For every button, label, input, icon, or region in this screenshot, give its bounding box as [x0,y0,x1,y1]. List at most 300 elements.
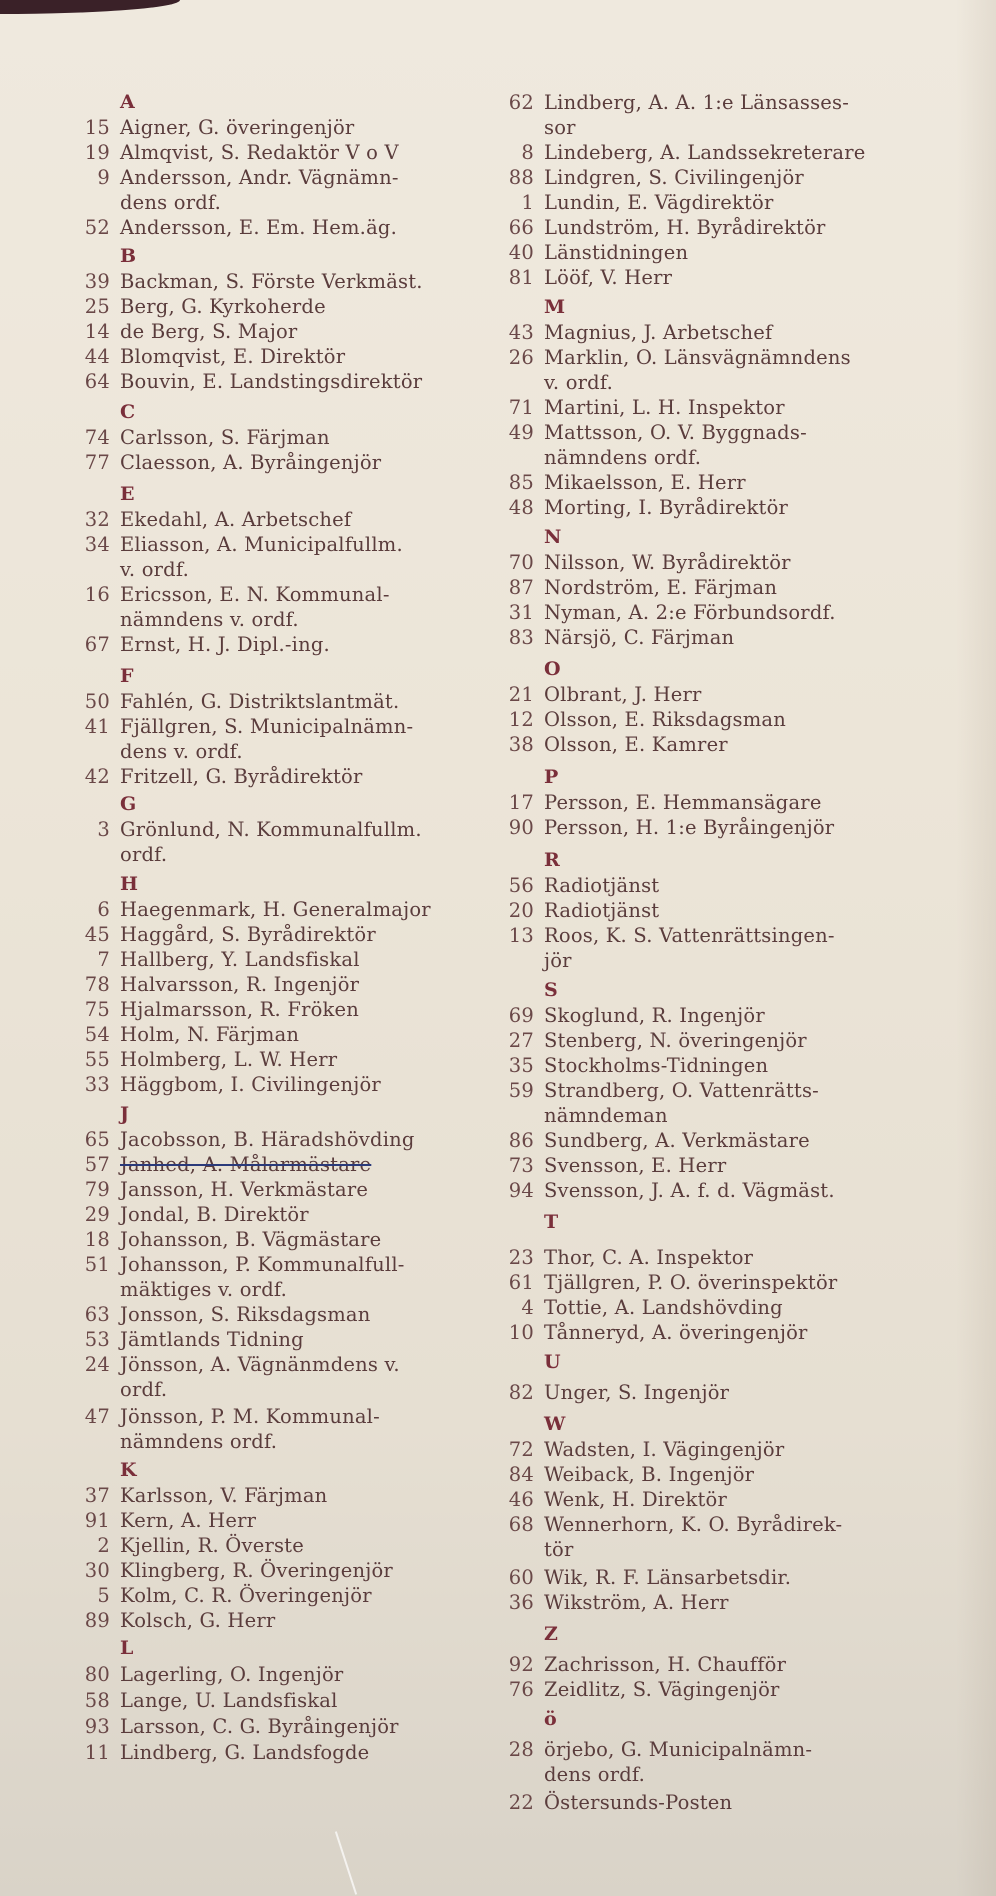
entry-number: 24 [84,1353,110,1376]
index-entry [66,319,297,344]
index-entry [492,140,866,165]
entry-number: 34 [84,533,110,556]
entry-text: Hjalmarsson, R. Fröken [120,998,360,1021]
section-letter-heading: S [544,979,558,1001]
entry-number: 49 [508,421,534,444]
entry-number: 46 [508,1488,534,1511]
index-entry [492,1652,786,1677]
index-entry [492,898,659,923]
index-entry [66,1533,304,1558]
entry-text: Lagerling, O. Ingenjör [120,1663,344,1686]
entry-text: Bouvin, E. Landstingsdirektör [120,370,423,393]
section-letter-heading: N [544,526,562,548]
index-entry [66,1608,275,1633]
index-entry [66,532,403,557]
entry-number: 70 [508,551,534,574]
index-entry-continuation: nämndens ordf. [120,1430,278,1453]
index-entry [66,1583,372,1608]
entry-text: Häggbom, I. Civilingenjör [120,1073,381,1096]
entry-text: Zachrisson, H. Chaufför [544,1653,787,1676]
index-entry [66,1508,256,1533]
index-entry-continuation: mäktiges v. ordf. [120,1278,287,1301]
index-entry [66,1327,304,1352]
entry-text: Olsson, E. Kamrer [544,733,728,756]
index-entry-continuation: ordf. [120,1378,168,1401]
entry-text: Martini, L. H. Inspektor [544,396,785,419]
index-entry [492,240,688,265]
index-entry [492,1590,729,1615]
entry-text: Andersson, E. Em. Hem.äg. [120,216,397,239]
entry-text: Kolm, C. R. Överingenjör [120,1584,372,1607]
entry-text: Lindeberg, A. Landssekreterare [544,141,866,164]
index-entry [492,190,773,215]
entry-number: 39 [84,270,110,293]
index-entry [492,495,788,520]
index-entry [66,817,422,842]
entry-number: 18 [84,1228,110,1251]
entry-number: 73 [508,1154,534,1177]
entry-text: Johansson, B. Vägmästare [120,1228,382,1251]
entry-text: Persson, E. Hemmansägare [544,791,822,814]
section-letter-heading: Z [544,1623,559,1645]
entry-number: 38 [508,733,534,756]
entry-number: 21 [508,683,534,706]
index-entry [66,1152,371,1177]
entry-text: Svensson, E. Herr [544,1154,727,1177]
entry-text: Marklin, O. Länsvägnämndens [544,346,851,369]
entry-text: Claesson, A. Byråingenjör [120,451,382,474]
entry-number: 5 [97,1584,110,1607]
entry-number: 78 [84,973,110,996]
index-entry [66,1127,415,1152]
entry-number: 48 [508,496,534,519]
entry-text: Nordström, E. Färjman [544,576,778,599]
index-entry [492,165,804,190]
entry-text: Sundberg, A. Verkmästare [544,1129,810,1152]
entry-text: Ekedahl, A. Arbetschef [120,508,352,531]
index-entry [66,1177,368,1202]
index-entry [66,115,354,140]
entry-text: Östersunds-Posten [544,1791,733,1814]
entry-text: Grönlund, N. Kommunalfullm. [120,818,422,841]
entry-text: Persson, H. 1:e Byråingenjör [544,816,835,839]
entry-number: 45 [84,923,110,946]
entry-text: Morting, I. Byrådirektör [544,496,789,519]
entry-text: Lindberg, A. A. 1:e Länsasses- [544,91,850,114]
index-entry [66,507,351,532]
entry-number: 94 [508,1179,534,1202]
entry-text: Jämtlands Tidning [120,1328,304,1351]
index-entry-continuation: nämndeman [544,1104,668,1127]
entry-number: 88 [508,166,534,189]
entry-number: 47 [84,1405,110,1428]
index-entry [492,470,746,495]
index-entry [492,1437,784,1462]
index-entry [492,707,786,732]
index-entry [66,1662,343,1687]
entry-number: 87 [508,576,534,599]
entry-number: 89 [84,1609,110,1632]
index-entry-continuation: jör [544,949,572,972]
entry-text: Kolsch, G. Herr [120,1609,276,1632]
index-entry [492,265,672,290]
index-entry-continuation: dens v. ordf. [120,740,243,763]
index-entry [66,294,326,319]
section-letter-heading: F [120,665,134,687]
entry-number: 76 [508,1678,534,1701]
entry-number: 26 [508,346,534,369]
entry-text: Lundin, E. Vägdirektör [544,191,774,214]
entry-number: 86 [508,1129,534,1152]
entry-number: 81 [508,266,534,289]
index-entry [492,1028,807,1053]
entry-text: Lööf, V. Herr [544,266,673,289]
index-entry [492,1320,808,1345]
section-letter-heading: K [120,1459,137,1481]
entry-text: Nyman, A. 2:e Förbundsordf. [544,601,836,624]
section-letter-heading: C [120,401,136,423]
entry-number: 64 [84,370,110,393]
index-entry [492,575,777,600]
entry-text: Kern, A. Herr [120,1509,257,1532]
index-entry [492,1128,810,1153]
entry-number: 35 [508,1054,534,1077]
section-letter-heading: B [120,245,137,267]
index-entry [66,1688,338,1713]
entry-number: 61 [508,1271,534,1294]
entry-text: Radiotjänst [544,874,660,897]
entry-text: örjebo, G. Municipalnämn- [544,1738,813,1761]
paper-scratch-mark [335,1831,357,1894]
entry-number: 6 [97,898,110,921]
entry-number: 77 [84,451,110,474]
index-entry [66,972,359,997]
index-entry [66,1483,327,1508]
index-entry [492,625,734,650]
index-entry [66,897,431,922]
index-entry [66,369,422,394]
entry-number: 53 [84,1328,110,1351]
entry-text: de Berg, S. Major [120,320,298,343]
entry-number: 27 [508,1029,534,1052]
index-entry [66,165,399,190]
index-entry [66,1302,371,1327]
entry-number: 74 [84,426,110,449]
entry-number: 93 [84,1715,110,1738]
section-letter-heading: ö [544,1708,557,1730]
index-entry [66,1352,400,1377]
entry-text: Jansson, H. Verkmästare [120,1178,369,1201]
index-entry [492,1003,765,1028]
entry-number: 20 [508,899,534,922]
index-entry [66,450,381,475]
index-entry [492,90,849,115]
index-entry [66,947,360,972]
index-entry [492,1677,780,1702]
entry-text: Berg, G. Kyrkoherde [120,295,326,318]
entry-text: Haggård, S. Byrådirektör [120,923,376,946]
index-entry [66,215,397,240]
entry-number: 51 [84,1253,110,1276]
entry-text: Lindberg, G. Landsfogde [120,1741,370,1764]
entry-number: 37 [84,1484,110,1507]
entry-text: Mattsson, O. V. Byggnads- [544,421,807,444]
index-entry [492,873,659,898]
entry-number: 65 [84,1128,110,1151]
entry-number: 80 [84,1663,110,1686]
entry-text: Lundström, H. Byrådirektör [544,216,826,239]
index-entry [66,1558,393,1583]
entry-number: 23 [508,1246,534,1269]
entry-number: 1 [521,191,534,214]
index-entry [66,632,330,657]
section-letter-heading: L [120,1637,134,1659]
entry-number: 15 [84,116,110,139]
entry-text: Fjällgren, S. Municipalnämn- [120,715,414,738]
entry-number: 69 [508,1004,534,1027]
entry-text: Jacobsson, B. Häradshövding [120,1128,415,1151]
entry-number: 16 [84,583,110,606]
section-letter-heading: O [544,658,561,680]
entry-text: Weiback, B. Ingenjör [544,1463,755,1486]
entry-text: Skoglund, R. Ingenjör [544,1004,765,1027]
index-entry [492,1270,837,1295]
entry-number: 52 [84,216,110,239]
entry-text: Olbrant, J. Herr [544,683,702,706]
entry-text: Lindgren, S. Civilingenjör [544,166,804,189]
entry-number: 41 [84,715,110,738]
entry-text: Ernst, H. J. Dipl.-ing. [120,633,330,656]
index-entry [492,732,728,757]
entry-number: 32 [84,508,110,531]
index-entry [492,420,807,445]
entry-text: Närsjö, C. Färjman [544,626,735,649]
index-entry [66,344,345,369]
index-entry-continuation: v. ordf. [544,371,613,394]
entry-text: Wik, R. F. Länsarbetsdir. [544,1566,792,1589]
entry-text: Wadsten, I. Vägingenjör [544,1438,785,1461]
entry-number: 25 [84,295,110,318]
index-entry [492,600,836,625]
entry-number: 75 [84,998,110,1021]
entry-text: Radiotjänst [544,899,660,922]
entry-text: Holmberg, L. W. Herr [120,1048,338,1071]
entry-number: 92 [508,1653,534,1676]
entry-number: 68 [508,1513,534,1536]
entry-text: Tjällgren, P. O. överinspektör [544,1271,838,1294]
section-letter-heading: W [544,1413,566,1435]
section-letter-heading: U [544,1351,561,1373]
page-edge-shade [956,0,996,1896]
entry-number: 44 [84,345,110,368]
entry-text: Stenberg, N. överingenjör [544,1029,807,1052]
index-entry [66,582,390,607]
index-entry [66,1047,337,1072]
index-entry [492,1153,726,1178]
entry-number: 72 [508,1438,534,1461]
entry-text: Jonsson, S. Riksdagsman [120,1303,371,1326]
entry-text: Zeidlitz, S. Vägingenjör [544,1678,780,1701]
entry-text: Backman, S. Förste Verkmäst. [120,270,423,293]
entry-number: 11 [84,1741,110,1764]
entry-text: Aigner, G. överingenjör [120,116,355,139]
index-entry [492,1245,753,1270]
entry-number: 79 [84,1178,110,1201]
index-entry-continuation: nämndens v. ordf. [120,608,299,631]
entry-text: Tottie, A. Landshövding [544,1296,783,1319]
entry-number: 62 [508,91,534,114]
entry-text: Jönsson, P. M. Kommunal- [120,1405,380,1428]
entry-number: 28 [508,1738,534,1761]
entry-number: 60 [508,1566,534,1589]
index-entry [66,689,399,714]
index-entry [492,682,702,707]
entry-text: Strandberg, O. Vattenrätts- [544,1079,819,1102]
index-entry [492,1790,732,1815]
entry-number: 63 [84,1303,110,1326]
entry-number: 7 [97,948,110,971]
entry-text: Fritzell, G. Byrådirektör [120,765,363,788]
entry-text: Wenk, H. Direktör [544,1488,728,1511]
entry-number: 14 [84,320,110,343]
entry-text: Nilsson, W. Byrådirektör [544,551,791,574]
index-entry [492,550,791,575]
index-entry-continuation: nämndens ordf. [544,446,702,469]
index-entry-continuation: ordf. [120,843,168,866]
entry-number: 31 [508,601,534,624]
entry-number: 91 [84,1509,110,1532]
entry-number: 8 [521,141,534,164]
entry-text: Kjellin, R. Överste [120,1534,304,1557]
entry-number: 42 [84,765,110,788]
entry-text: Hallberg, Y. Landsfiskal [120,948,360,971]
index-entry [492,923,835,948]
index-entry [492,1078,819,1103]
entry-text: Stockholms-Tidningen [544,1054,769,1077]
entry-number: 9 [97,166,110,189]
entry-text: Tånneryd, A. överingenjör [544,1321,808,1344]
entry-text: Klingberg, R. Överingenjör [120,1559,393,1582]
entry-number: 33 [84,1073,110,1096]
index-entry [492,320,772,345]
index-entry [492,1178,835,1203]
index-entry [66,764,362,789]
entry-text-struck-through: Janhed, A. Målarmästare [120,1153,372,1176]
index-entry [66,425,330,450]
entry-number: 3 [97,818,110,841]
entry-text: Magnius, J. Arbetschef [544,321,773,344]
index-entry [66,1714,399,1739]
index-entry [492,790,822,815]
index-entry [66,1404,380,1429]
entry-number: 50 [84,690,110,713]
entry-number: 84 [508,1463,534,1486]
entry-number: 29 [84,1203,110,1226]
section-letter-heading: H [120,873,139,895]
index-entry-continuation: dens ordf. [544,1763,646,1786]
index-entry [66,922,376,947]
entry-number: 36 [508,1591,534,1614]
index-entry [66,140,399,165]
section-letter-heading: J [120,1103,130,1125]
entry-number: 82 [508,1381,534,1404]
entry-number: 19 [84,141,110,164]
photo-corner-shadow [0,0,180,14]
entry-text: Halvarsson, R. Ingenjör [120,973,360,996]
index-entry [492,215,826,240]
entry-number: 67 [84,633,110,656]
entry-text: Mikaelsson, E. Herr [544,471,746,494]
entry-text: Karlsson, V. Färjman [120,1484,328,1507]
entry-text: Thor, C. A. Inspektor [544,1246,754,1269]
index-entry-continuation: v. ordf. [120,558,189,581]
entry-number: 22 [508,1791,534,1814]
entry-text: Länstidningen [544,241,689,264]
entry-number: 71 [508,396,534,419]
index-entry [66,1252,405,1277]
index-entry-continuation: sor [544,116,576,139]
entry-text: Fahlén, G. Distriktslantmät. [120,690,400,713]
entry-text: Holm, N. Färjman [120,1023,300,1046]
entry-text: Almqvist, S. Redaktör V o V [120,141,399,164]
entry-number: 55 [84,1048,110,1071]
entry-number: 17 [508,791,534,814]
entry-number: 30 [84,1559,110,1582]
index-entry [66,997,359,1022]
entry-number: 12 [508,708,534,731]
entry-text: Haegenmark, H. Generalmajor [120,898,431,921]
entry-text: Wennerhorn, K. O. Byrådirek- [544,1513,843,1536]
entry-text: Roos, K. S. Vattenrättsingen- [544,924,835,947]
index-entry-continuation: dens ordf. [120,191,222,214]
entry-number: 59 [508,1079,534,1102]
entry-number: 4 [521,1296,534,1319]
entry-text: Eliasson, A. Municipalfullm. [120,533,403,556]
entry-number: 43 [508,321,534,344]
entry-number: 85 [508,471,534,494]
index-entry [492,1565,791,1590]
index-entry [492,1295,783,1320]
section-letter-heading: T [544,1211,559,1233]
index-entry [66,269,423,294]
entry-text: Ericsson, E. N. Kommunal- [120,583,390,606]
entry-number: 57 [84,1153,110,1176]
index-entry-continuation: tör [544,1538,574,1561]
index-entry [492,395,785,420]
entry-text: Wikström, A. Herr [544,1591,729,1614]
entry-number: 10 [508,1321,534,1344]
index-entry [492,1512,842,1537]
index-entry [492,345,851,370]
index-entry [66,1072,381,1097]
section-letter-heading: M [544,296,566,318]
entry-text: Lange, U. Landsfiskal [120,1689,338,1712]
section-letter-heading: R [544,849,560,871]
index-entry [492,1380,729,1405]
entry-number: 83 [508,626,534,649]
index-entry [66,1740,369,1765]
entry-text: Andersson, Andr. Vägnämn- [120,166,399,189]
entry-number: 54 [84,1023,110,1046]
section-letter-heading: A [120,91,135,113]
index-entry [66,1227,381,1252]
entry-number: 66 [508,216,534,239]
entry-text: Jönsson, A. Vägnänmdens v. [120,1353,400,1376]
entry-text: Carlsson, S. Färjman [120,426,330,449]
entry-text: Johansson, P. Kommunalfull- [120,1253,405,1276]
index-entry [492,1053,768,1078]
entry-text: Larsson, C. G. Byråingenjör [120,1715,399,1738]
